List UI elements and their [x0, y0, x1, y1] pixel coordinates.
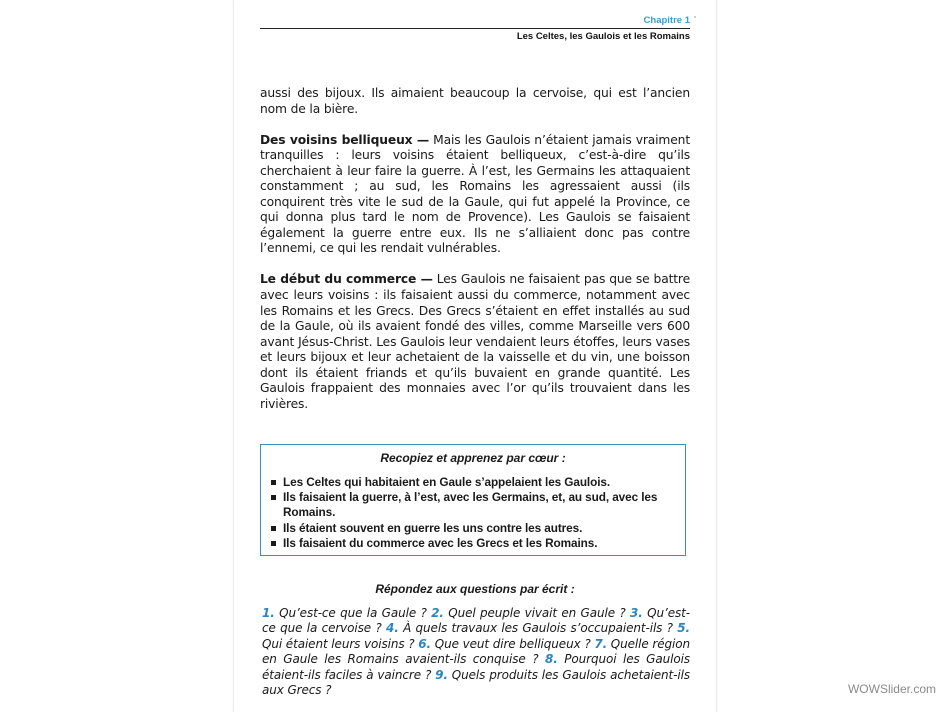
question-text: Qu’est-ce que la cervoise ? [262, 606, 690, 636]
question-number: 6. [418, 636, 431, 651]
recap-item-text: Ils faisaient du commerce avec les Grecs et les Romains. [283, 535, 598, 550]
recap-list [271, 475, 675, 551]
question-number: 2. [431, 606, 444, 620]
paragraph-text: Les Gaulois ne faisaient pas que se battre avec leurs voisins : ils faisaient aussi du commerce, notamment avec les Romains et les Grecs. Des Grecs s’étaient en effet installés au sud de la Gaule, où ils avaient fondé des villes, comme Marseille vers 600 avant Jésus-Christ. Les Gaulois leur vendaient leurs étoffes, leurs vases et leurs bijoux et leur achetaient de la vaisselle et du vin, une boisson dont ils étaient friands et qu’ils buvaient en grande quantité. Les Gaulois frappaient des monnaies avec l’or qu’ils trouvaient dans les rivières. [260, 272, 690, 411]
question-text: Que veut dire belliqueux ? [431, 636, 595, 651]
wowslider-watermark[interactable]: WOWSlider.com [847, 682, 936, 696]
question-number: 9. [435, 667, 448, 682]
recap-item-text: Ils étaient souvent en guerre les uns contre les autres. [283, 520, 583, 535]
question-number: 1. [262, 606, 275, 620]
header-rule [260, 28, 690, 29]
recap-item [271, 490, 675, 520]
question-number: 8. [545, 652, 558, 667]
chapter-label: Chapitre 1 [643, 15, 690, 26]
recap-item-text: Ils faisaient la guerre, à l’est, avec les Germains, et, au sud, avec les Romains. [283, 490, 658, 520]
square-bullet-icon [271, 495, 276, 500]
question-number: 3. [630, 606, 643, 620]
recap-item [271, 475, 675, 490]
questions-block [262, 606, 690, 698]
recap-item [271, 536, 675, 551]
question-number: 7. [594, 636, 608, 651]
document-page [234, 0, 716, 712]
recap-item [271, 521, 675, 536]
paragraph-lead: Le début du commerce — [260, 272, 433, 287]
question-text: À quels travaux les Gaulois s’occupaient-ils ? [398, 621, 678, 636]
paragraph-intro [260, 86, 690, 117]
chapter-subtitle: Les Celtes, les Gaulois et les Romains [516, 31, 690, 42]
question-text: Qui étaient leurs voisins ? [262, 636, 419, 651]
recap-box [260, 444, 686, 556]
recap-item-text: Les Celtes qui habitaient en Gaule s’appelaient les Gaulois. [283, 475, 611, 489]
question-number: 5. [677, 621, 690, 636]
question-text: Quels produits les Gaulois achetaient-ils aux Grecs ? [262, 667, 690, 698]
square-bullet-icon [271, 526, 276, 531]
square-bullet-icon [271, 541, 276, 546]
question-text: Quelle région en Gaule les Romains avaient-ils conquise ? [262, 636, 690, 667]
scan-speck [694, 16, 696, 18]
paragraph-commerce [260, 272, 690, 412]
paragraph-lead: Des voisins belliqueux — [260, 132, 430, 147]
recap-title: Recopiez et apprenez par cœur : [380, 451, 566, 465]
question-text: Pourquoi les Gaulois étaient-ils faciles à vaincre ? [262, 652, 690, 682]
body-text [260, 86, 690, 428]
question-text: Quel peuple vivait en Gaule ? [443, 606, 631, 620]
paragraph-voisins [260, 133, 690, 257]
paragraph-text: Mais les Gaulois n’étaient jamais vraiment tranquilles : leurs voisins étaient belliqueux, c’est-à-dire qu’ils cherchaient à leur faire la guerre. À l’est, les Germains les attaquaient constamment ; au sud, les Romains les agressaient aussi (ils conquirent très vite le sud de la Gaule, qui fut appelé la Province, ce qui donna plus tard le nom de Provence). Les Gaulois se faisaient également la guerre entre eux. Ils ne s’alliaient donc pas contre l’ennemi, ce qui les rendait vulnérables. [260, 132, 690, 256]
square-bullet-icon [271, 480, 276, 485]
questions-title: Répondez aux questions par écrit : [375, 582, 575, 596]
paragraph-text: aussi des bijoux. Ils aimaient beaucoup la cervoise, qui est l’ancien nom de la bière. [260, 86, 690, 116]
question-text: Qu’est-ce que la Gaule ? [274, 606, 432, 620]
question-number: 4. [386, 621, 399, 636]
